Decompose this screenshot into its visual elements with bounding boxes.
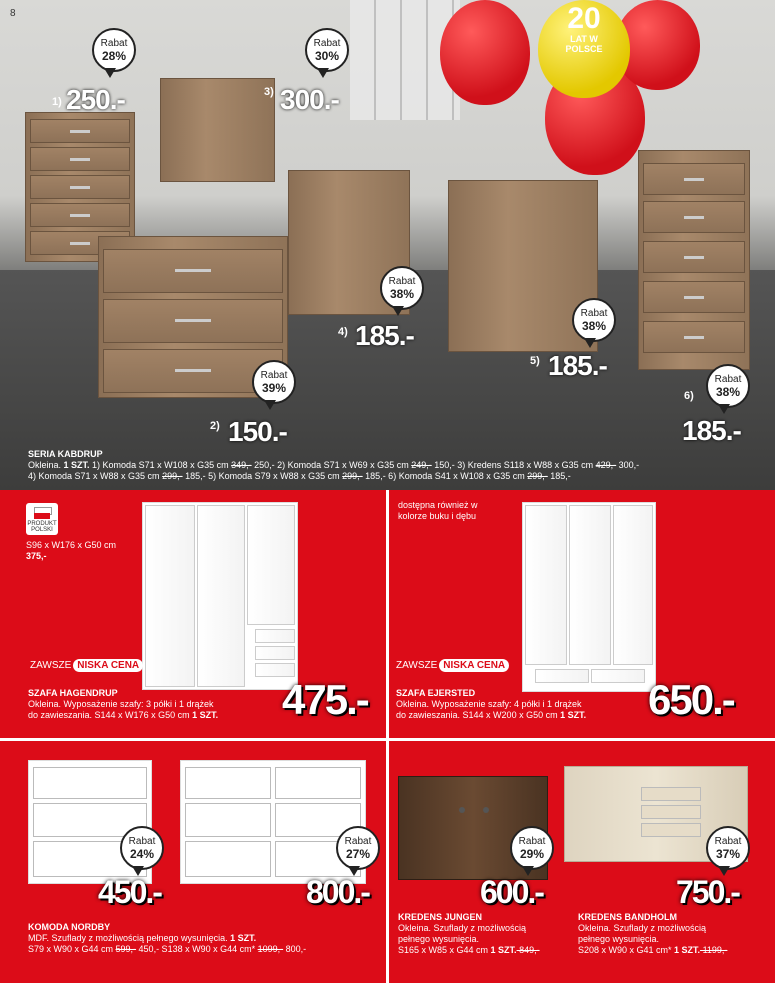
nordby-rabat-badge-1: Rabat 24% [120,826,164,870]
item-number-3: 3) [264,86,274,98]
nordby-large [180,760,366,884]
jungen-price: 600.- [480,874,543,910]
rabat-badge-5: Rabat 38% [572,298,616,342]
anniversary-balloon [538,0,630,98]
kabdrup-line-1: Okleina. 1 SZT. 1) Komoda S71 x W108 x G35 cm 349,- 250,- 2) Komoda S71 x W69 x G35 cm 249,- 150,- 3) Kredens S118 x W88 x G35 cm 429,- 300,- [28,460,640,470]
price-1: 250.- [66,84,125,115]
rabat-badge-1: Rabat 28% [92,28,136,72]
rabat-badge-3: Rabat 30% [305,28,349,72]
ejersted-zawsze-niska-cena: ZAWSZE NISKA CENA [396,660,509,671]
hagendrup-wardrobe [142,502,298,690]
price-4: 185.- [355,320,414,351]
price-6: 185.- [682,415,741,446]
jungen-rabat-badge: Rabat 29% [510,826,554,870]
ejersted-wardrobe [522,502,656,692]
anniversary-line1: LAT W [570,34,598,44]
item-number-2: 2) [210,420,220,432]
item-number-1: 1) [52,96,62,108]
kabdrup-description [28,449,639,482]
price-3: 300.- [280,84,339,115]
hagendrup-zawsze-niska-cena: ZAWSZE NISKA CENA [30,660,143,671]
jungen-description: KREDENS JUNGEN Okleina. Szuflady z możliwością pełnego wysunięcia. S165 x W85 x G44 cm 1 SZT. 849,- [398,912,540,955]
anniversary-line2: POLSCE [565,44,603,54]
red-balloon [440,0,530,105]
bandholm-price: 750.- [676,874,739,910]
nordby-price-1: 450.- [98,874,161,910]
ejersted-description: SZAFA EJERSTED Okleina. Wyposażenie szafy: 4 półki i 1 drążek do zawieszania. S144 x W200 x G50 cm 1 SZT. [396,688,587,720]
kabdrup-line-2: 4) Komoda S71 x W88 x G35 cm 299,- 185,- 5) Komoda S79 x W88 x G35 cm 299,- 185,- 6) Komoda S41 x W108 x G35 cm 299,- 185,- [28,471,571,481]
nordby-price-2: 800.- [306,874,369,910]
ejersted-color-note: dostępna również w kolorze buku i dębu [398,500,478,521]
bandholm-rabat-badge: Rabat 37% [706,826,750,870]
rabat-badge-2: Rabat 39% [252,360,296,404]
item-number-4: 4) [338,326,348,338]
page-number: 8 [10,8,16,19]
price-5: 185.- [548,350,607,381]
price-2: 150.- [228,416,287,447]
hagendrup-description: SZAFA HAGENDRUP Okleina. Wyposażenie szafy: 3 półki i 1 drążek do zawieszania. S144 x W176 x G50 cm 1 SZT. [28,688,219,720]
kabdrup-hero-photo [0,0,775,490]
kredens-3 [160,78,275,182]
item-number-5: 5) [530,355,540,367]
rabat-badge-6: Rabat 38% [706,364,750,408]
anniversary-number: 20 [567,2,601,35]
nordby-rabat-badge-2: Rabat 27% [336,826,380,870]
komoda-6 [638,150,750,370]
item-number-6: 6) [684,390,694,402]
hagendrup-dims-side: S96 x W176 x G50 cm 375,- [26,540,117,561]
rabat-badge-4: Rabat 38% [380,266,424,310]
produkt-polski-flag: PRODUKT POLSKI [26,503,58,535]
nordby-description: KOMODA NORDBY MDF. Szuflady z możliwością pełnego wysunięcia. 1 SZT. S79 x W90 x G44 cm 599,- 450,- S138 x W90 x G44 cm* 1099,- 800,- [28,922,307,954]
kabdrup-title: SERIA KABDRUP [28,449,103,459]
bandholm-description: KREDENS BANDHOLM Okleina. Szuflady z możliwością pełnego wysunięcia. S208 x W90 x G41 cm* 1 SZT. 1199,- [578,912,728,955]
hagendrup-price: 475.- [282,676,368,723]
ejersted-price: 650.- [648,676,734,723]
